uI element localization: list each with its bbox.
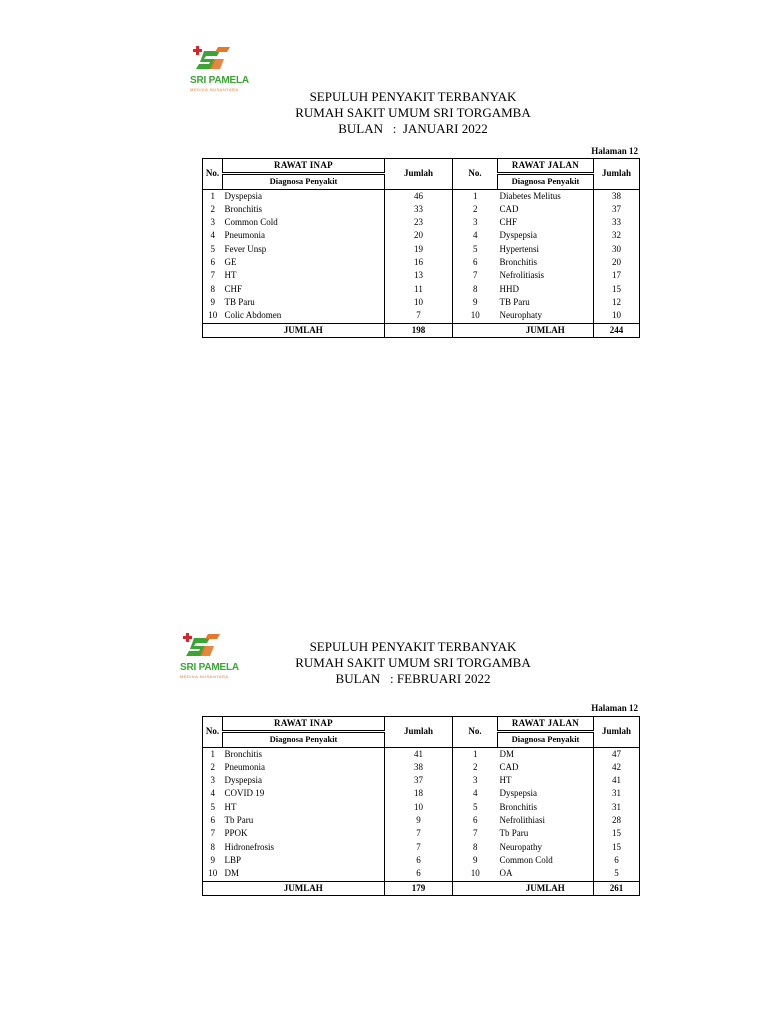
table-row	[203, 761, 640, 774]
table-body	[203, 189, 640, 323]
row-diagnosa-jalan: Neurophaty	[498, 309, 594, 323]
disease-table	[202, 158, 640, 338]
title-line-3: BULAN : JANUARI 2022	[338, 121, 488, 136]
row-diagnosa-inap: Tb Paru	[223, 814, 385, 827]
col-jumlah-jalan: Jumlah	[594, 717, 640, 748]
row-jumlah-inap: 11	[385, 283, 453, 296]
col-no-inap: No.	[203, 717, 223, 748]
row-diagnosa-inap: GE	[223, 256, 385, 269]
row-no-inap: 5	[203, 243, 223, 256]
row-jumlah-jalan: 6	[594, 854, 640, 867]
row-diagnosa-jalan: DM	[498, 747, 594, 761]
table-row	[203, 256, 640, 269]
col-no-inap: No.	[203, 159, 223, 190]
row-jumlah-jalan: 10	[594, 309, 640, 323]
row-no-inap: 1	[203, 747, 223, 761]
total-row	[203, 323, 640, 337]
row-jumlah-jalan: 42	[594, 761, 640, 774]
row-no-jalan: 7	[473, 270, 478, 281]
table-row	[203, 747, 640, 761]
title-line-1: SEPULUH PENYAKIT TERBANYAK	[309, 89, 517, 104]
row-no-jalan: 8	[473, 841, 478, 852]
total-value-inap: 198	[385, 323, 453, 337]
table-row	[203, 867, 640, 881]
table-row	[203, 216, 640, 229]
row-no-inap: 5	[203, 801, 223, 814]
title-line-1: SEPULUH PENYAKIT TERBANYAK	[309, 639, 517, 654]
row-jumlah-inap: 33	[385, 203, 453, 216]
total-label-inap: JUMLAH	[223, 881, 385, 895]
row-jumlah-inap: 13	[385, 269, 453, 282]
row-diagnosa-inap: Dyspepsia	[223, 774, 385, 787]
row-diagnosa-inap: DM	[223, 867, 385, 881]
diagnosa-header-inap: Diagnosa Penyakit	[223, 174, 385, 189]
title-line-2: RUMAH SAKIT UMUM SRI TORGAMBA	[295, 655, 531, 670]
row-jumlah-inap: 7	[385, 827, 453, 840]
diagnosa-header-jalan: Diagnosa Penyakit	[498, 174, 594, 189]
row-jumlah-inap: 10	[385, 801, 453, 814]
row-jumlah-inap: 41	[385, 747, 453, 761]
diagnosa-header-jalan: Diagnosa Penyakit	[498, 732, 594, 747]
row-diagnosa-jalan: HHD	[498, 283, 594, 296]
total-row	[203, 881, 640, 895]
row-diagnosa-jalan: OA	[498, 867, 594, 881]
table-row	[203, 189, 640, 203]
diagnosa-header-inap: Diagnosa Penyakit	[223, 732, 385, 747]
table-row	[203, 814, 640, 827]
row-no-inap: 4	[203, 787, 223, 800]
title-line-3: BULAN : FEBRUARI 2022	[335, 671, 491, 686]
row-jumlah-jalan: 28	[594, 814, 640, 827]
row-jumlah-jalan: 31	[594, 787, 640, 800]
row-jumlah-jalan: 47	[594, 747, 640, 761]
row-no-jalan: 5	[473, 801, 478, 812]
table-row	[203, 854, 640, 867]
row-no-jalan: 3	[473, 775, 478, 786]
row-no-jalan: 10	[470, 310, 480, 321]
disease-table	[202, 716, 640, 896]
row-diagnosa-inap: Colic Abdomen	[223, 309, 385, 323]
row-diagnosa-inap: PPOK	[223, 827, 385, 840]
row-no-inap: 8	[203, 283, 223, 296]
row-diagnosa-inap: Pneumonia	[223, 761, 385, 774]
row-no-jalan: 9	[473, 854, 478, 865]
row-no-inap: 2	[203, 761, 223, 774]
total-label-inap: JUMLAH	[223, 323, 385, 337]
brand-tagline: MEDIKA NUSANTARA	[190, 87, 239, 92]
row-no-jalan: 1	[473, 190, 478, 201]
table-body	[203, 747, 640, 881]
row-jumlah-inap: 6	[385, 867, 453, 881]
row-diagnosa-jalan: HT	[498, 774, 594, 787]
total-value-inap: 179	[385, 881, 453, 895]
row-diagnosa-jalan: CAD	[498, 761, 594, 774]
page-number: Halaman 12	[591, 146, 638, 156]
row-no-jalan: 1	[473, 748, 478, 759]
brand-tagline: MEDIKA NUSANTARA	[180, 674, 229, 679]
row-no-jalan: 7	[473, 828, 478, 839]
row-diagnosa-jalan: TB Paru	[498, 296, 594, 309]
row-jumlah-jalan: 41	[594, 774, 640, 787]
row-no-inap: 7	[203, 269, 223, 282]
row-jumlah-inap: 23	[385, 216, 453, 229]
total-label-jalan: JUMLAH	[498, 323, 594, 337]
report-title	[0, 639, 768, 687]
row-jumlah-jalan: 15	[594, 827, 640, 840]
brand-name: SRI PAMELA	[190, 75, 249, 86]
row-jumlah-inap: 16	[385, 256, 453, 269]
row-diagnosa-jalan: Common Cold	[498, 854, 594, 867]
row-no-jalan: 5	[473, 243, 478, 254]
row-no-jalan: 4	[473, 788, 478, 799]
row-no-jalan: 8	[473, 283, 478, 294]
row-diagnosa-inap: Bronchitis	[223, 747, 385, 761]
row-no-inap: 3	[203, 774, 223, 787]
row-diagnosa-inap: HT	[223, 801, 385, 814]
row-diagnosa-jalan: Dyspepsia	[498, 787, 594, 800]
table-row	[203, 229, 640, 242]
row-diagnosa-jalan: CAD	[498, 203, 594, 216]
row-diagnosa-inap: Pneumonia	[223, 229, 385, 242]
table-row	[203, 269, 640, 282]
hospital-logo	[190, 45, 250, 95]
row-jumlah-jalan: 38	[594, 189, 640, 203]
row-jumlah-inap: 7	[385, 841, 453, 854]
row-diagnosa-jalan: Hypertensi	[498, 243, 594, 256]
row-diagnosa-jalan: Diabetes Melitus	[498, 189, 594, 203]
col-no-jalan: No.	[453, 717, 498, 748]
row-diagnosa-inap: Hidronefrosis	[223, 841, 385, 854]
row-no-inap: 4	[203, 229, 223, 242]
row-diagnosa-jalan: Bronchitis	[498, 801, 594, 814]
row-jumlah-jalan: 31	[594, 801, 640, 814]
row-no-inap: 6	[203, 256, 223, 269]
row-diagnosa-inap: HT	[223, 269, 385, 282]
row-no-jalan: 10	[470, 868, 480, 879]
row-jumlah-inap: 18	[385, 787, 453, 800]
table-row	[203, 296, 640, 309]
rawat-jalan-header: RAWAT JALAN	[498, 159, 594, 174]
total-value-jalan: 261	[594, 881, 640, 895]
row-no-jalan: 2	[473, 761, 478, 772]
col-jumlah-inap: Jumlah	[385, 717, 453, 748]
row-jumlah-inap: 19	[385, 243, 453, 256]
table-row	[203, 787, 640, 800]
row-no-inap: 10	[203, 309, 223, 323]
total-value-jalan: 244	[594, 323, 640, 337]
page-number: Halaman 12	[591, 703, 638, 713]
row-jumlah-jalan: 33	[594, 216, 640, 229]
row-no-jalan: 6	[473, 815, 478, 826]
row-diagnosa-jalan: Neuropathy	[498, 841, 594, 854]
rawat-jalan-header: RAWAT JALAN	[498, 717, 594, 732]
brand-name: SRI PAMELA	[180, 662, 239, 673]
row-diagnosa-jalan: Bronchitis	[498, 256, 594, 269]
row-jumlah-inap: 10	[385, 296, 453, 309]
row-no-inap: 2	[203, 203, 223, 216]
row-diagnosa-inap: Dyspepsia	[223, 189, 385, 203]
table-row	[203, 243, 640, 256]
row-no-jalan: 6	[473, 257, 478, 268]
row-diagnosa-inap: Fever Unsp	[223, 243, 385, 256]
row-jumlah-jalan: 15	[594, 283, 640, 296]
row-jumlah-inap: 20	[385, 229, 453, 242]
table-row	[203, 309, 640, 323]
row-jumlah-inap: 9	[385, 814, 453, 827]
report-title	[0, 89, 768, 137]
row-jumlah-jalan: 5	[594, 867, 640, 881]
row-diagnosa-jalan: CHF	[498, 216, 594, 229]
table-row	[203, 203, 640, 216]
row-jumlah-jalan: 20	[594, 256, 640, 269]
row-no-jalan: 2	[473, 203, 478, 214]
row-diagnosa-inap: COVID 19	[223, 787, 385, 800]
row-no-inap: 9	[203, 854, 223, 867]
row-no-jalan: 9	[473, 296, 478, 307]
row-no-inap: 9	[203, 296, 223, 309]
row-no-inap: 6	[203, 814, 223, 827]
row-jumlah-jalan: 30	[594, 243, 640, 256]
row-diagnosa-inap: Bronchitis	[223, 203, 385, 216]
row-diagnosa-inap: Common Cold	[223, 216, 385, 229]
title-line-2: RUMAH SAKIT UMUM SRI TORGAMBA	[295, 105, 531, 120]
row-no-inap: 10	[203, 867, 223, 881]
rawat-inap-header: RAWAT INAP	[223, 717, 385, 732]
row-jumlah-jalan: 32	[594, 229, 640, 242]
row-diagnosa-inap: TB Paru	[223, 296, 385, 309]
col-jumlah-jalan: Jumlah	[594, 159, 640, 190]
total-label-jalan: JUMLAH	[498, 881, 594, 895]
row-no-inap: 8	[203, 841, 223, 854]
row-no-inap: 3	[203, 216, 223, 229]
row-jumlah-inap: 38	[385, 761, 453, 774]
row-diagnosa-jalan: Tb Paru	[498, 827, 594, 840]
row-jumlah-inap: 6	[385, 854, 453, 867]
table-row	[203, 283, 640, 296]
row-jumlah-inap: 46	[385, 189, 453, 203]
row-diagnosa-jalan: Nefrolithiasi	[498, 814, 594, 827]
row-no-inap: 1	[203, 189, 223, 203]
row-diagnosa-inap: LBP	[223, 854, 385, 867]
table-row	[203, 801, 640, 814]
table-row	[203, 827, 640, 840]
sri-pamela-logo-icon	[190, 45, 230, 75]
rawat-inap-header: RAWAT INAP	[223, 159, 385, 174]
row-jumlah-jalan: 15	[594, 841, 640, 854]
row-jumlah-inap: 37	[385, 774, 453, 787]
row-no-jalan: 3	[473, 217, 478, 228]
row-diagnosa-jalan: Nefrolitiasis	[498, 269, 594, 282]
col-jumlah-inap: Jumlah	[385, 159, 453, 190]
col-no-jalan: No.	[453, 159, 498, 190]
row-jumlah-jalan: 17	[594, 269, 640, 282]
table-row	[203, 841, 640, 854]
row-jumlah-jalan: 12	[594, 296, 640, 309]
row-no-inap: 7	[203, 827, 223, 840]
table-row	[203, 774, 640, 787]
row-jumlah-inap: 7	[385, 309, 453, 323]
row-diagnosa-jalan: Dyspepsia	[498, 229, 594, 242]
row-diagnosa-inap: CHF	[223, 283, 385, 296]
row-jumlah-jalan: 37	[594, 203, 640, 216]
row-no-jalan: 4	[473, 230, 478, 241]
